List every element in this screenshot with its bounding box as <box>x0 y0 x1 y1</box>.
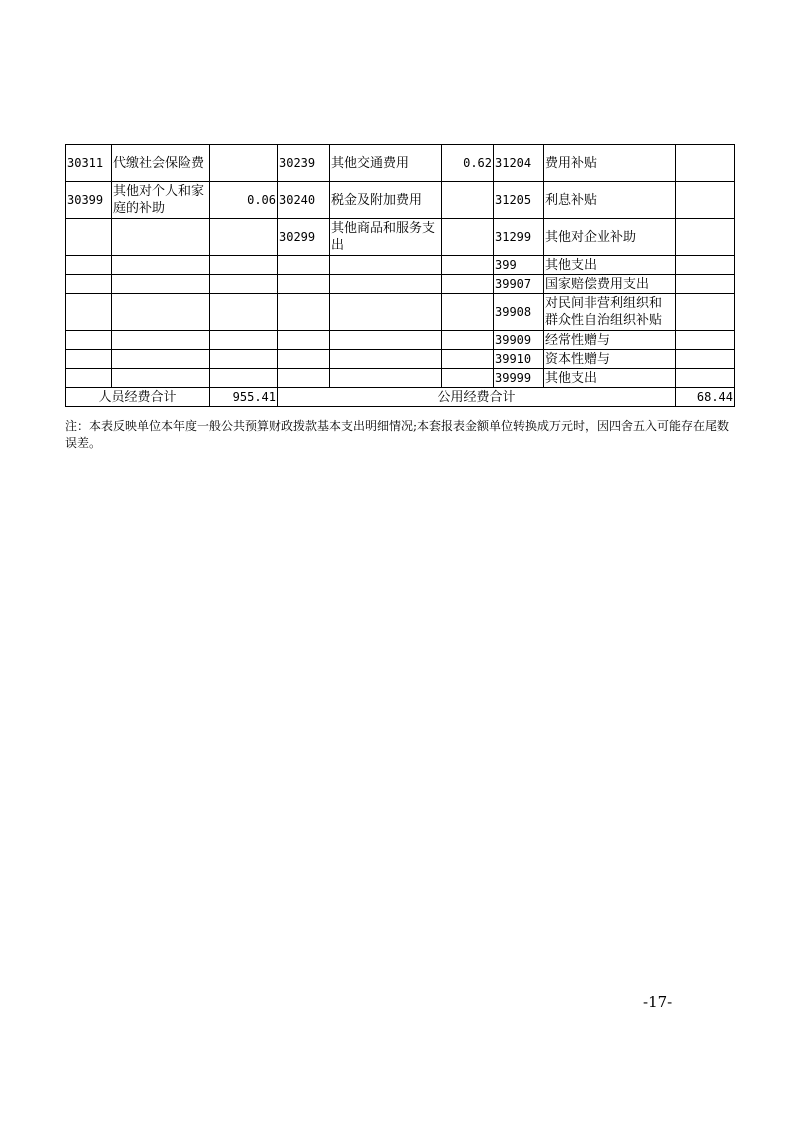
group3-code-cell: 31299 <box>494 219 544 256</box>
group2-name-cell <box>330 275 442 294</box>
table-row <box>66 294 735 331</box>
group3-code-cell: 39999 <box>494 369 544 388</box>
group2-amount-cell <box>442 275 494 294</box>
group2-name-cell <box>330 294 442 331</box>
group1-name-cell: 代缴社会保险费 <box>112 145 210 182</box>
group2-amount-cell <box>442 350 494 369</box>
group1-amount-cell <box>210 219 278 256</box>
group1-name-cell <box>112 369 210 388</box>
group1-name-cell <box>112 331 210 350</box>
group1-amount-cell <box>210 350 278 369</box>
table-row <box>66 145 735 182</box>
group3-name-cell: 对民间非营利组织和群众性自治组织补贴 <box>544 294 676 331</box>
group3-amount-cell <box>676 294 735 331</box>
group1-amount-cell <box>210 331 278 350</box>
personnel-total-label: 人员经费合计 <box>66 388 210 407</box>
group1-name-cell <box>112 219 210 256</box>
expenditure-detail-table <box>65 144 735 407</box>
group3-code-cell: 31204 <box>494 145 544 182</box>
group3-name-cell: 利息补贴 <box>544 182 676 219</box>
group1-code-cell <box>66 275 112 294</box>
group1-code-cell <box>66 331 112 350</box>
group2-name-cell: 其他商品和服务支出 <box>330 219 442 256</box>
group3-name-cell: 国家赔偿费用支出 <box>544 275 676 294</box>
table-row <box>66 331 735 350</box>
group1-amount-cell <box>210 275 278 294</box>
group3-code-cell: 39908 <box>494 294 544 331</box>
group3-amount-cell <box>676 369 735 388</box>
group1-code-cell <box>66 219 112 256</box>
group2-amount-cell <box>442 256 494 275</box>
group1-code-cell <box>66 369 112 388</box>
group2-code-cell: 30299 <box>278 219 330 256</box>
group1-code-cell <box>66 350 112 369</box>
table-row <box>66 256 735 275</box>
group2-name-cell <box>330 331 442 350</box>
group3-code-cell: 39907 <box>494 275 544 294</box>
totals-row <box>66 388 735 407</box>
group2-amount-cell <box>442 369 494 388</box>
group1-amount-cell <box>210 369 278 388</box>
group3-name-cell: 资本性赠与 <box>544 350 676 369</box>
public-total-value: 68.44 <box>676 388 735 407</box>
group3-name-cell: 经常性赠与 <box>544 331 676 350</box>
group1-name-cell <box>112 294 210 331</box>
group1-amount-cell: 0.06 <box>210 182 278 219</box>
group2-code-cell: 30239 <box>278 145 330 182</box>
table-row <box>66 182 735 219</box>
group2-amount-cell: 0.62 <box>442 145 494 182</box>
group1-code-cell <box>66 256 112 275</box>
group1-name-cell <box>112 275 210 294</box>
group3-name-cell: 费用补贴 <box>544 145 676 182</box>
group2-amount-cell <box>442 294 494 331</box>
public-total-label: 公用经费合计 <box>278 388 676 407</box>
table-row <box>66 350 735 369</box>
group1-name-cell <box>112 256 210 275</box>
group2-amount-cell <box>442 219 494 256</box>
personnel-total-value: 955.41 <box>210 388 278 407</box>
group3-code-cell: 39909 <box>494 331 544 350</box>
group2-name-cell <box>330 369 442 388</box>
page-number: -17- <box>643 993 673 1011</box>
table-body <box>66 145 735 388</box>
group2-code-cell <box>278 275 330 294</box>
table-footnote: 注：本表反映单位本年度一般公共预算财政拨款基本支出明细情况;本套报表金额单位转换成万元时，因四舍五入可能存在尾数误差。 <box>65 419 730 450</box>
group1-amount-cell <box>210 145 278 182</box>
table-row <box>66 275 735 294</box>
group2-code-cell <box>278 294 330 331</box>
group2-name-cell <box>330 350 442 369</box>
group2-name-cell <box>330 256 442 275</box>
table-row <box>66 369 735 388</box>
group3-name-cell: 其他支出 <box>544 369 676 388</box>
group2-code-cell <box>278 256 330 275</box>
group3-amount-cell <box>676 331 735 350</box>
group2-code-cell <box>278 369 330 388</box>
group3-code-cell: 399 <box>494 256 544 275</box>
group1-code-cell <box>66 294 112 331</box>
group2-code-cell <box>278 350 330 369</box>
group1-code-cell: 30399 <box>66 182 112 219</box>
group2-amount-cell <box>442 182 494 219</box>
group1-code-cell: 30311 <box>66 145 112 182</box>
group3-amount-cell <box>676 182 735 219</box>
group2-name-cell: 其他交通费用 <box>330 145 442 182</box>
group3-amount-cell <box>676 350 735 369</box>
group1-name-cell <box>112 350 210 369</box>
table-row <box>66 219 735 256</box>
group3-amount-cell <box>676 275 735 294</box>
group3-code-cell: 31205 <box>494 182 544 219</box>
group2-code-cell: 30240 <box>278 182 330 219</box>
group3-amount-cell <box>676 145 735 182</box>
group1-amount-cell <box>210 256 278 275</box>
group1-name-cell: 其他对个人和家庭的补助 <box>112 182 210 219</box>
group3-amount-cell <box>676 219 735 256</box>
group3-name-cell: 其他对企业补助 <box>544 219 676 256</box>
group3-code-cell: 39910 <box>494 350 544 369</box>
group2-code-cell <box>278 331 330 350</box>
group2-amount-cell <box>442 331 494 350</box>
group3-amount-cell <box>676 256 735 275</box>
group2-name-cell: 税金及附加费用 <box>330 182 442 219</box>
group3-name-cell: 其他支出 <box>544 256 676 275</box>
group1-amount-cell <box>210 294 278 331</box>
